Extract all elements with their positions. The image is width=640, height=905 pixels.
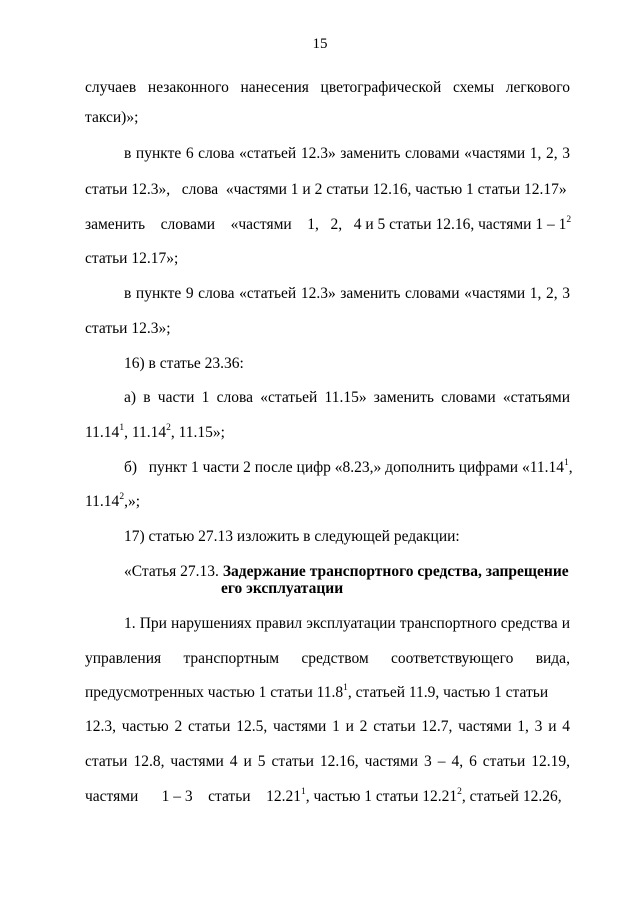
- text-span: , частью 1 статьи 12.21: [305, 788, 458, 805]
- text-span: 11.14: [85, 493, 120, 510]
- text-line: [85, 424, 225, 442]
- word: 4 и 5 статьи 12.16, частями 1 – 1: [353, 216, 567, 233]
- text-span: , статьей 12.26,: [461, 788, 562, 805]
- word: незаконного: [147, 79, 229, 96]
- text-line: [85, 788, 562, 806]
- text-line: [85, 79, 570, 97]
- text-span: , статьей 11.9, частью 1 статьи: [347, 684, 549, 701]
- text-line: в пункте 9 слова «статьей 12.3» заменить словами «частями 1, 2, 3: [124, 285, 570, 302]
- text-span: пункт 1 части 2 после цифр «8.23,» дополнить цифрами «11.14: [148, 459, 564, 476]
- page-number: 15: [312, 36, 328, 52]
- word: слова: [181, 181, 219, 198]
- superscript: 1: [343, 682, 348, 693]
- text-line: статьи 12.8, частями 4 и 5 статьи 12.16, частями 3 – 4, 6 статьи 12.19,: [85, 753, 570, 770]
- word: случаев: [85, 79, 137, 96]
- word: 2,: [330, 216, 343, 233]
- word: соответствующего: [391, 650, 514, 667]
- word: легкового: [505, 79, 570, 96]
- word: средством: [301, 650, 369, 667]
- superscript: 1: [119, 422, 125, 433]
- word: заменить: [85, 216, 146, 233]
- text-span: б): [124, 459, 138, 476]
- word: словами: [160, 216, 216, 233]
- text-line: [124, 459, 573, 477]
- word: вида,: [535, 650, 570, 667]
- word: транспортным: [183, 650, 280, 667]
- text-span: 12.21: [266, 788, 301, 805]
- text-span: ,: [568, 459, 573, 476]
- text-line: в пункте 6 слова «статьей 12.3» заменить словами «частями 1, 2, 3: [124, 145, 570, 162]
- text-span: 11.14: [85, 424, 120, 441]
- text-line: а) в части 1 слова «статьей 11.15» заменить словами «статьями: [124, 389, 570, 406]
- word: 1,: [307, 216, 319, 233]
- article-heading: [124, 563, 569, 581]
- text-span: предусмотренных частью 1 статьи 11.8: [85, 684, 344, 701]
- word: нанесения: [240, 79, 309, 96]
- text-span: ,»;: [124, 493, 140, 510]
- superscript: 1: [564, 457, 569, 468]
- text-line: 17) статью 27.13 изложить в следующей редакции:: [124, 528, 460, 545]
- text-span: , 11.14: [124, 424, 167, 441]
- superscript: 2: [119, 491, 125, 502]
- word: частями: [85, 788, 139, 805]
- article-title-continued: его эксплуатации: [221, 580, 344, 597]
- word: «частями 1 и 2 статьи 12.16, частью 1 статьи 12.17»: [225, 181, 567, 198]
- article-title: Задержание транспортного средства, запрещение: [222, 563, 569, 580]
- word: «частями: [230, 216, 292, 233]
- word: статьи: [208, 788, 251, 805]
- text-line: 16) в статье 23.36:: [124, 355, 244, 372]
- text-line: [85, 216, 571, 234]
- text-line: 1. При нарушениях правил эксплуатации транспортного средства и: [124, 615, 570, 632]
- text-line: [85, 650, 570, 668]
- word: цветографической: [320, 79, 442, 96]
- text-line: 12.3, частью 2 статьи 12.5, частями 1 и 2 статьи 12.7, частями 1, 3 и 4: [85, 718, 570, 735]
- superscript: 2: [457, 786, 462, 797]
- text-span: , 11.15»;: [170, 424, 225, 441]
- word: статьи 12.3»,: [85, 181, 171, 198]
- word: схемы: [452, 79, 495, 96]
- superscript: 1: [300, 786, 306, 797]
- text-line: статьи 12.17»;: [85, 250, 179, 267]
- text-line: [85, 684, 548, 702]
- word: 1 – 3: [161, 788, 193, 805]
- text-line: [85, 181, 567, 199]
- superscript: 2: [566, 214, 572, 225]
- article-number: «Статья 27.13.: [124, 563, 223, 580]
- word: управления: [85, 650, 162, 667]
- text-line: такси)»;: [85, 109, 139, 126]
- text-line: статьи 12.3»;: [85, 320, 171, 337]
- text-line: [85, 493, 140, 511]
- superscript: 2: [166, 422, 171, 433]
